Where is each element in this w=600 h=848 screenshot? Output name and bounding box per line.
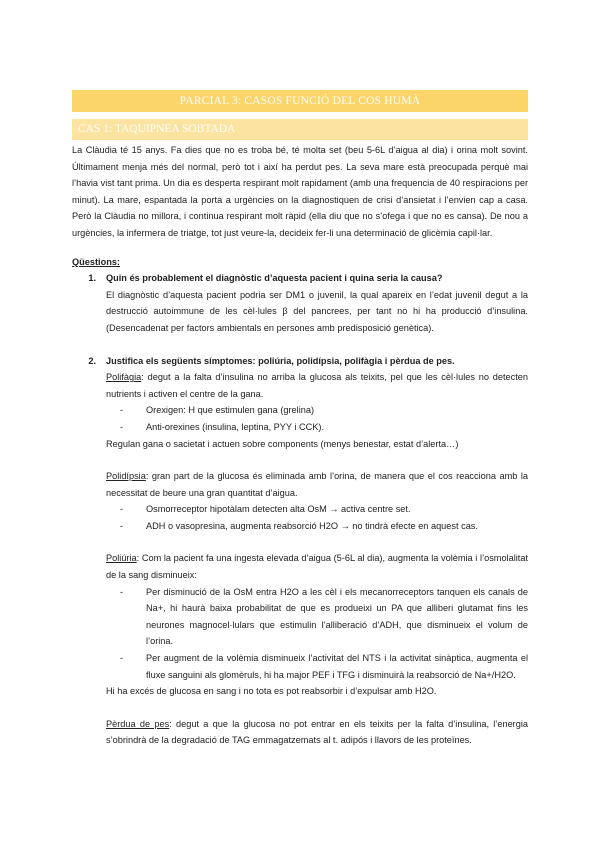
- document-body: [72, 142, 528, 749]
- question-1: [72, 270, 528, 287]
- document-title-banner: PARCIAL 3: CASOS FUNCIÓ DEL COS HUMÀ: [72, 90, 528, 112]
- question-2: [72, 353, 528, 370]
- perdua-text: : degut a que la glucosa no pot entrar en els teixits per la falta d’insulina, l’energia s’obrindrà de la degradació de TAG emmagatzemats al t. adipós i llavors de les proteïnes.: [106, 718, 529, 746]
- list-item: - Per disminució de la OsM entra H2O a les cèl i els mecanorreceptors tanquen els canals de Na+, hi haurà baixa probabilitat de que es produeixi un PA que alliberi glutamat fins les neurones magnocel·lulars que estimulin l’alliberació d’ADH, que disminueix el volum de l’orina.: [120, 586, 528, 647]
- polifagia-paragraph: [106, 369, 528, 402]
- polifagia-term: Polifàgia: [106, 372, 142, 383]
- question-2-text: Justifica els següents símptomes: poliúria, polidípsia, polifàgia i pèrdua de pes.: [106, 355, 455, 366]
- polidipsia-list: [106, 501, 528, 534]
- poliuria-paragraph: [106, 550, 528, 583]
- list-item: - Orexigen: H que estimulen gana (grelina): [120, 405, 315, 416]
- poliuria-text: : Com la pacient fa una ingesta elevada d’aigua (5-6L al dia), augmenta la volèmia i l’osmolalitat de la sang disminueix:: [106, 553, 528, 581]
- question-1-answer: El diagnòstic d’aquesta pacient podria ser DM1 o juvenil, la qual apareix en l’edat juvenil degut a la destrucció autoimmune de les cèl·lules β del pancrees, per tant no hi ha producció d’insulina. (Desencadenat per factors ambientals en persones amb predisposició genètica).: [106, 289, 528, 333]
- question-2-number: 2.: [88, 355, 96, 366]
- case-intro-paragraph: La Clàudia té 15 anys. Fa dies que no es troba bé, té molta set (beu 5-6L d’aigua al dia) i orina molt sovint. Últimament menja més del normal, però tot i així ha perdut pes. La seva mare està preocupada perquè mai l’havia vist tant prima. Un dia es desperta respirant molt rapidament (amb una frequencia de 40 respiracions per minut). La mare, espantada la porta a urgències on la diagnostiquen de crisi d’ansietat i l’envien cap a casa. Però la Clàudia no millora, i continua respirant molt ràpid (ella diu que no s’ofega i que no es cansa). De nou a urgències, la infermera de triatge, tot just veure-la, decideix fer-li una determinació de glicèmia capil·lar.: [72, 145, 528, 238]
- polifagia-after: Regulan gana o sacietat i actuen sobre components (menys benestar, estat d’alerta…): [106, 438, 459, 449]
- questions-heading: Qüestions:: [72, 256, 120, 267]
- polidipsia-text: : gran part de la glucosa és eliminada amb l’orina, de manera que el cos reacciona amb la necessitat de beure una gran quantitat d’aigua.: [106, 471, 528, 498]
- case-title-banner: CAS 1: TAQUIPNEA SOBTADA: [72, 119, 528, 140]
- polidipsia-term: Polidípsia: [106, 471, 146, 482]
- list-item: - Per augment de la volèmia disminueix l’activitat del NTS i la activitat sinàptica, augmenta el fluxe sanguini als glomèruls, hi ha major PEF i TFG i disminuirà la reabsorció de Na+/H2O.: [120, 653, 528, 680]
- poliuria-after: Hi ha excés de glucosa en sang i no tota es pot reabsorbir i d’expulsar amb H2O.: [106, 686, 437, 697]
- list-item: - Osmorreceptor hipotàlam detecten alta OsM → activa centre set.: [120, 504, 411, 515]
- perdua-term: Pèrdua de pes: [106, 718, 170, 729]
- poliuria-list: [106, 584, 528, 684]
- list-item: - Anti-orexines (insulina, leptina, PYY i CCK).: [120, 421, 325, 432]
- question-1-number: 1.: [88, 273, 96, 284]
- question-1-text: Quin és probablement el diagnòstic d’aquesta pacient i quina seria la causa?: [106, 273, 443, 284]
- polidipsia-paragraph: [106, 468, 528, 501]
- polifagia-text: : degut a la falta d’insulina no arriba la glucosa als teixits, pel que les cèl·lules no detecten nutrients i activen el centre de la gana.: [106, 372, 528, 399]
- perdua-paragraph: [106, 716, 528, 749]
- list-item: - ADH o vasopresina, augmenta reabsorció H2O → no tindrà efecte en aquest cas.: [120, 520, 478, 531]
- polifagia-list: [106, 402, 528, 435]
- poliuria-term: Poliúria: [106, 553, 137, 564]
